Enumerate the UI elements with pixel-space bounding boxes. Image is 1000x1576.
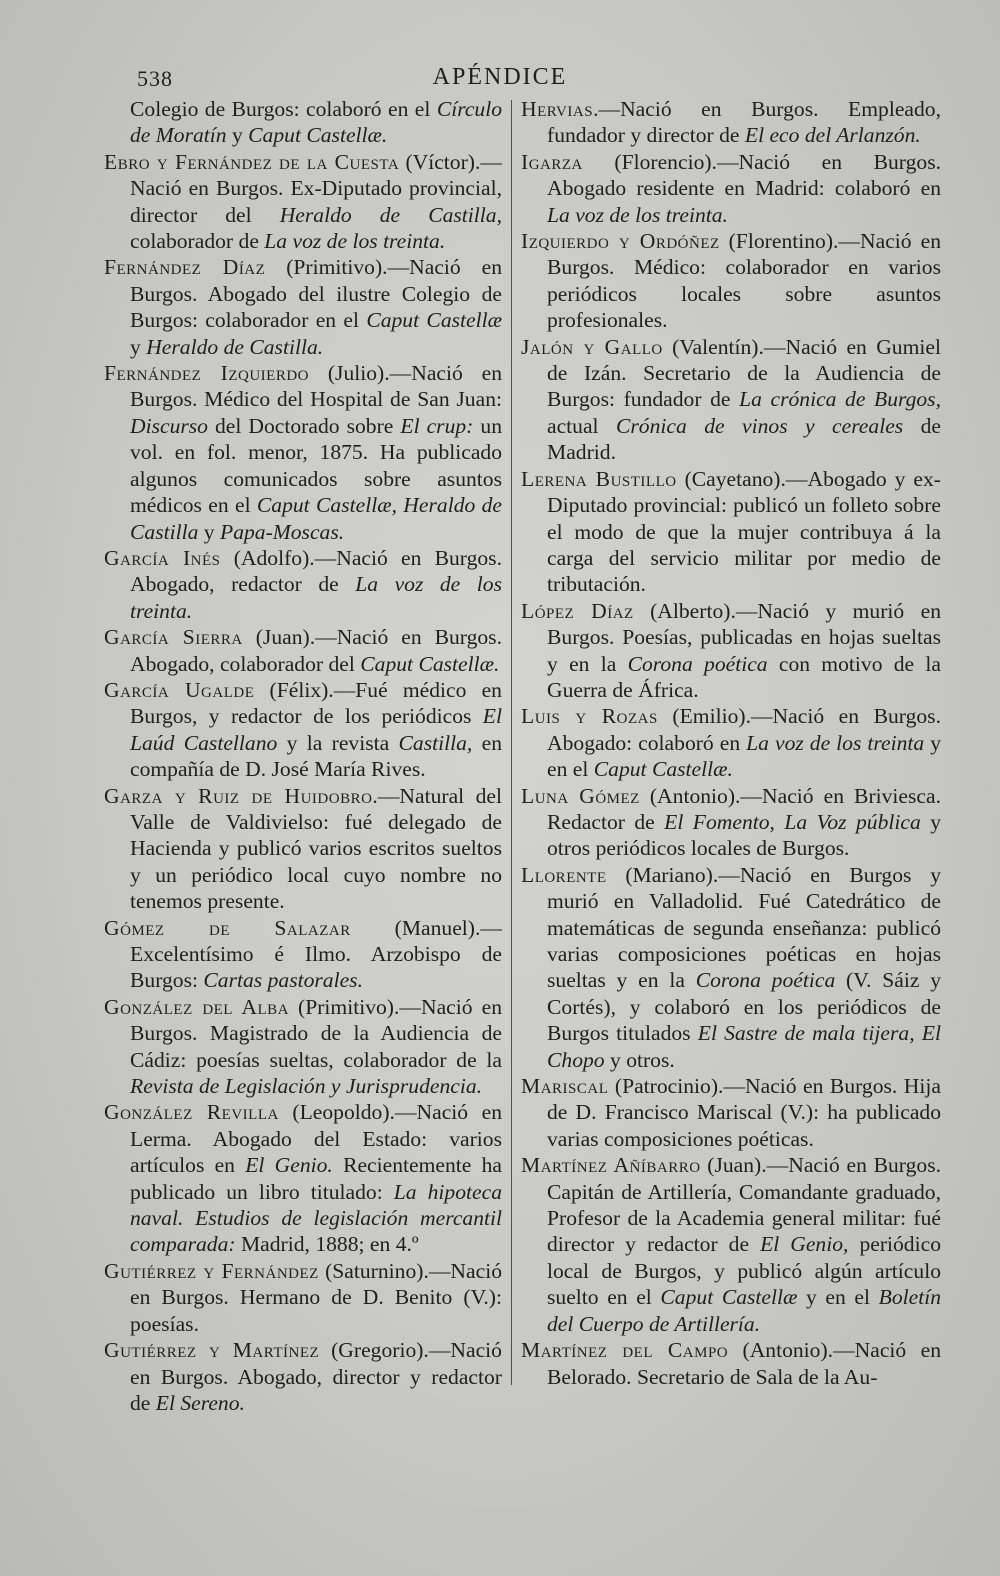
entry-text: (Leopoldo).—Nació en Lerma. Abogado del Estado: varios artículos en — [130, 1100, 502, 1178]
title-italic: Crónica de vinos y cereales — [615, 413, 904, 438]
entry-text: Recientemente ha publicado un libro titulado: — [130, 1153, 502, 1204]
entry-text: periódico local de Burgos, y publicó algún artículo suelto en el — [547, 1232, 941, 1310]
entry-text: (Primitivo).—Nació en Burgos. Abogado del ilustre Colegio de Burgos: colaborador en el — [130, 255, 502, 333]
entry — [104, 360, 502, 545]
page-header — [0, 60, 1000, 100]
entry — [104, 1099, 502, 1257]
title-italic: La crónica de Burgos, — [739, 387, 941, 412]
entry-text: colaborador de — [130, 229, 265, 254]
title-italic: Círculo de Moratín — [130, 97, 502, 148]
entry — [521, 783, 941, 862]
entry-text: de Madrid. — [547, 413, 942, 465]
title-italic: El crup: — [400, 413, 474, 438]
title-italic: Caput Castellæ. — [360, 651, 500, 676]
title-italic: Papa-Moscas. — [220, 519, 345, 544]
entry-name: Fernández Díaz — [104, 255, 266, 280]
entry-name: Izquierdo y Ordóñez — [521, 229, 720, 254]
entry — [104, 1337, 502, 1416]
entry-text: y en el — [797, 1285, 879, 1310]
entry — [104, 994, 502, 1100]
entry-name: García Inés — [104, 545, 221, 570]
entry-text: (Patrocinio).—Nació en Burgos. Hija de D. Francisco Mariscal (V.): ha publicado varias composiciones poéticas. — [547, 1074, 941, 1151]
entry — [104, 254, 502, 360]
entry-text: (Florencio).—Nació en Burgos. Abogado residente en Madrid: colaboró en — [547, 149, 941, 201]
entry-text: (Víctor).—Nació en Burgos. Ex-Diputado provincial, director del — [130, 149, 502, 227]
entry-name: Luis y Rozas — [521, 704, 658, 729]
title-italic: Caput Castellæ — [660, 1285, 798, 1310]
title-italic: Caput Castellæ, Heraldo de Castilla — [130, 493, 502, 544]
title-italic: Discurso — [130, 413, 208, 438]
right-column — [521, 96, 941, 1390]
entry-name: Gómez de Salazar — [104, 915, 351, 940]
entry — [521, 149, 941, 228]
title-italic: Caput Castellæ. — [248, 123, 388, 148]
entry-text: (Julio).—Nació en Burgos. Médico del Hospital de San Juan: — [130, 361, 502, 412]
entry-name: Jalón y Gallo — [521, 334, 663, 359]
entry-text: (Juan).—Nació en Burgos. Abogado, colaborador del — [130, 625, 502, 676]
title-italic: El Sereno. — [155, 1390, 245, 1415]
title-italic: La voz de los treinta. — [547, 202, 728, 227]
entry-name: Mariscal — [521, 1074, 609, 1099]
entry-name: Ebro y Fernández de la Cuesta — [104, 149, 400, 174]
entry — [521, 334, 941, 466]
title-italic: El Genio. — [245, 1153, 333, 1178]
entry-text: un vol. en fol. menor, 1875. Ha publicado algunos comunicados sobre asuntos médicos en el — [130, 413, 502, 518]
entry-name: Martínez Añíbarro — [521, 1153, 701, 1178]
entry — [104, 149, 502, 255]
column-divider — [511, 100, 512, 1385]
title-italic: La voz de los treinta. — [130, 572, 502, 623]
entry-text: (Antonio).—Nació en Briviesca. Redactor de — [547, 783, 941, 834]
entry — [104, 783, 502, 915]
entry-text: y — [198, 519, 220, 544]
entry-text: y otros. — [604, 1047, 675, 1072]
entry-text: (Florentino).—Nació en Burgos. Médico: colaborador en varios periódicos locales sobre asuntos profesionales. — [547, 229, 941, 333]
entry-name: Gutiérrez y Fernández — [104, 1258, 319, 1283]
title-italic: Caput Castellæ. — [593, 757, 733, 782]
entry-text: (Manuel).—Excelentísimo é Ilmo. Arzobispo de Burgos: — [130, 915, 502, 993]
entry-name: Llorente — [521, 862, 607, 887]
entry-text: (Gregorio).—Nació en Burgos. Abogado, director y redactor de — [130, 1338, 502, 1415]
entry-name: López Díaz — [521, 598, 634, 623]
entry-name: García Sierra — [104, 625, 243, 650]
entry — [521, 703, 941, 782]
entry — [521, 1073, 941, 1152]
entry — [521, 228, 941, 334]
title-italic: La hipoteca naval. Estudios de legislación mercantil comparada: — [130, 1179, 502, 1257]
title-italic: Revista de Legislación y Jurisprudencia. — [130, 1074, 483, 1099]
title-italic: Cartas pastorales. — [203, 968, 363, 993]
entry-text: (Alberto).—Nació y murió en Burgos. Poesías, publicadas en hojas sueltas y en la — [547, 598, 941, 676]
entry — [104, 96, 502, 149]
entry-text: (Cayetano).—Abogado y ex-Diputado provincial: publicó un folleto sobre el modo de que la mujer contribuya á la carga del servicio militar por medio de tributación. — [547, 466, 941, 597]
entry-name: Garza y Ruiz de Huidobro — [104, 783, 373, 808]
entry-name: Gutiérrez y Martínez — [104, 1338, 320, 1363]
entry-text: actual — [547, 413, 616, 438]
entry-text: (Emilio).—Nació en Burgos. Abogado: colaboró en — [547, 704, 941, 755]
entry-text: (Mariano).—Nació en Burgos y murió en Valladolid. Fué Catedrático de matemáticas de segunda enseñanza: publicó varias composiciones poéticas en hojas sueltas y en la — [547, 862, 941, 993]
title-italic: La voz de los treinta — [746, 730, 925, 755]
title-italic: El Fomento, La Voz pública — [664, 809, 921, 834]
entry-text: Madrid, 1888; en 4.º — [235, 1232, 419, 1257]
entry-name: Hervias — [521, 97, 594, 121]
entry-text: (Juan).—Nació en Burgos. Capitán de Artillería, Comandante graduado, Profesor de la Academia general militar: fué director y redactor de — [547, 1153, 941, 1257]
title-italic: Caput Castellæ — [366, 308, 502, 333]
entry-name: Fernández Izquierdo — [104, 361, 310, 386]
title-italic: Heraldo de Castilla, — [279, 202, 502, 227]
entry — [104, 624, 502, 677]
title-italic: El Genio, — [760, 1232, 849, 1257]
title-italic: Boletín del Cuerpo de Artillería. — [547, 1285, 942, 1336]
entry-text: y en el — [547, 730, 942, 782]
entry-text: (Primitivo).—Nació en Burgos. Magistrado de la Audiencia de Cádiz: poesías sueltas, colaborador de la — [130, 994, 502, 1072]
running-title: APÉNDICE — [432, 64, 568, 90]
left-column — [104, 96, 502, 1416]
entry-text: y — [130, 334, 147, 359]
entry — [521, 96, 941, 149]
entry-text: .—Natural del Valle de Valdivielso: fué delegado de Hacienda y publicó varios escritos sueltos y un periódico local cuyo nombre no tenemos presente. — [130, 783, 503, 914]
entry — [104, 677, 502, 783]
entry-text: y otros periódicos locales de Burgos. — [547, 809, 941, 861]
page-number: 538 — [137, 66, 173, 91]
title-italic: La voz de los treinta. — [264, 229, 446, 254]
entry — [521, 862, 941, 1073]
entry-text: en compañía de D. José María Rives. — [130, 730, 502, 782]
entry-text: con motivo de la Guerra de África. — [547, 651, 941, 702]
title-italic: Heraldo de Castilla. — [146, 334, 324, 359]
title-italic: El Laúd Castellano — [130, 704, 502, 755]
entry-text: (V. Sáiz y Cortés), y colaboró en los periódicos de Burgos titulados — [547, 968, 941, 1046]
entry-text: y la revista — [277, 730, 399, 755]
entry-name: Lerena Bustillo — [521, 466, 677, 491]
entry-name: Luna Gómez — [521, 783, 640, 808]
entry-text: (Saturnino).—Nació en Burgos. Hermano de D. Benito (V.): poesías. — [130, 1258, 502, 1336]
entry-text: (Félix).—Fué médico en Burgos, y redactor de los periódicos — [130, 677, 502, 729]
entry-text: del Doctorado sobre — [207, 413, 401, 438]
entry-text: Colegio de Burgos: colaboró en el — [130, 97, 437, 121]
entry — [104, 1258, 502, 1337]
entry-text: y — [226, 123, 249, 148]
entry — [521, 466, 941, 598]
entry-text: (Valentín).—Nació en Gumiel de Izán. Secretario de la Audiencia de Burgos: fundador de — [547, 334, 941, 412]
title-italic: Corona poética — [695, 968, 836, 993]
entry-name: Martínez del Campo — [521, 1338, 729, 1363]
title-italic: Castilla, — [398, 730, 473, 755]
entry-text: (Adolfo).—Nació en Burgos. Abogado, redactor de — [130, 545, 502, 597]
title-italic: Corona poética — [627, 651, 768, 676]
entry-text: (Antonio).—Nació en Belorado. Secretario de Sala de la Au- — [547, 1338, 941, 1389]
entry-name: González del Alba — [104, 994, 289, 1019]
entry — [521, 1152, 941, 1337]
entry-name: Igarza — [521, 149, 583, 174]
entry — [521, 1337, 941, 1390]
entry — [521, 598, 941, 704]
entry-name: González Revilla — [104, 1100, 279, 1125]
title-italic: El Sastre de mala tijera, El Chopo — [547, 1021, 941, 1072]
entry-text: .—Nació en Burgos. Empleado, fundador y director de — [547, 97, 941, 148]
entry — [104, 915, 502, 994]
entry-name: García Ugalde — [104, 677, 255, 702]
entry — [104, 545, 502, 624]
title-italic: El eco del Arlanzón. — [744, 123, 921, 148]
